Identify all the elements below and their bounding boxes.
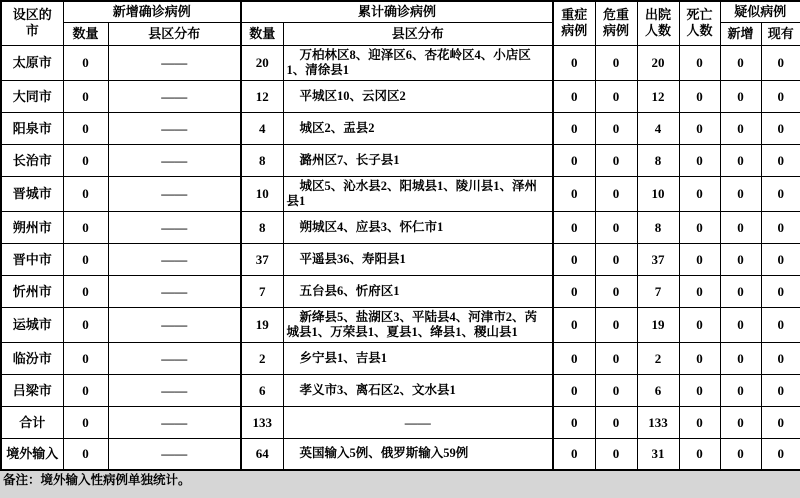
cell-new-district: —— [108,144,241,176]
cell-cum-district: 平城区10、云冈区2 [283,80,553,112]
cell-critical: 0 [595,438,637,470]
cell-critical: 0 [595,80,637,112]
cell-critical: 0 [595,243,637,275]
cell-suspected-new: 0 [720,243,761,275]
cell-city: 阳泉市 [1,112,63,144]
cell-critical: 0 [595,211,637,243]
cell-deaths: 0 [679,307,720,342]
cell-suspected-existing: 0 [761,342,800,374]
table-row [1,80,800,112]
cell-cum-district: 英国输入5例、俄罗斯输入59例 [283,438,553,470]
cell-critical: 0 [595,342,637,374]
cell-cum-district: 乡宁县1、吉县1 [283,342,553,374]
cell-deaths: 0 [679,275,720,307]
cell-suspected-existing: 0 [761,211,800,243]
cell-cum-district: 城区2、盂县2 [283,112,553,144]
cell-city: 境外输入 [1,438,63,470]
cell-city: 太原市 [1,45,63,80]
cell-discharged: 19 [637,307,679,342]
cell-new-count: 0 [63,211,108,243]
cell-cum-count: 20 [241,45,283,80]
cell-city: 大同市 [1,80,63,112]
header-suspected-cases: 疑似病例 [720,1,800,22]
cell-new-count: 0 [63,406,108,438]
cell-discharged: 8 [637,211,679,243]
cell-severe: 0 [553,112,595,144]
cell-discharged: 2 [637,342,679,374]
cell-city: 临汾市 [1,342,63,374]
cell-suspected-existing: 0 [761,438,800,470]
header-discharged [637,1,679,45]
cell-suspected-existing: 0 [761,374,800,406]
cell-discharged: 8 [637,144,679,176]
cell-suspected-existing: 0 [761,45,800,80]
table-row [1,144,800,176]
cell-new-district: —— [108,406,241,438]
cell-severe: 0 [553,275,595,307]
cell-city: 合计 [1,406,63,438]
cell-cum-district: 朔城区4、应县3、怀仁市1 [283,211,553,243]
cell-new-count: 0 [63,243,108,275]
cell-cum-district: 城区5、沁水县2、阳城县1、陵川县1、泽州县1 [283,176,553,211]
cell-suspected-existing: 0 [761,176,800,211]
table-row [1,112,800,144]
cell-severe: 0 [553,144,595,176]
cell-cum-district: 潞州区7、长子县1 [283,144,553,176]
cell-suspected-new: 0 [720,176,761,211]
cell-discharged: 12 [637,80,679,112]
cell-critical: 0 [595,112,637,144]
header-new-district: 县区分布 [108,22,241,45]
table-header [1,1,800,45]
cell-deaths: 0 [679,342,720,374]
cell-new-count: 0 [63,374,108,406]
cell-new-district: —— [108,176,241,211]
header-severe-cases [553,1,595,45]
header-discharged-label: 出院人数 [645,7,672,39]
header-suspected-existing: 现有 [761,22,800,45]
cell-cum-count: 10 [241,176,283,211]
cell-new-count: 0 [63,45,108,80]
cell-cum-count: 8 [241,144,283,176]
header-deaths-label: 死亡人数 [686,7,713,39]
header-new-confirmed: 新增确诊病例 [63,1,241,22]
cell-deaths: 0 [679,80,720,112]
header-critical-cases [595,1,637,45]
cell-deaths: 0 [679,211,720,243]
footer-note: 备注：境外输入性病例单独统计。 [0,471,800,490]
header-severe-label: 重症病例 [561,7,588,39]
cell-suspected-existing: 0 [761,307,800,342]
cell-new-district: —— [108,275,241,307]
cell-deaths: 0 [679,243,720,275]
cell-new-district: —— [108,243,241,275]
cell-suspected-new: 0 [720,80,761,112]
cell-suspected-new: 0 [720,211,761,243]
cell-severe: 0 [553,438,595,470]
cell-cum-count: 133 [241,406,283,438]
cell-discharged: 20 [637,45,679,80]
cell-discharged: 6 [637,374,679,406]
cell-suspected-new: 0 [720,275,761,307]
cell-deaths: 0 [679,438,720,470]
cell-critical: 0 [595,275,637,307]
header-cum-count: 数量 [241,22,283,45]
header-deaths [679,1,720,45]
table-row [1,374,800,406]
cell-cum-district: 平遥县36、寿阳县1 [283,243,553,275]
header-suspected-new: 新增 [720,22,761,45]
header-city-label: 设区的市 [12,7,52,39]
cell-deaths: 0 [679,406,720,438]
cell-suspected-existing: 0 [761,80,800,112]
cell-severe: 0 [553,406,595,438]
cell-critical: 0 [595,307,637,342]
cell-severe: 0 [553,243,595,275]
cell-new-district: —— [108,45,241,80]
cell-cum-district: —— [283,406,553,438]
cell-critical: 0 [595,406,637,438]
cell-suspected-existing: 0 [761,406,800,438]
header-row-1 [1,1,800,22]
cell-discharged: 4 [637,112,679,144]
table-row [1,45,800,80]
cell-cum-count: 4 [241,112,283,144]
cell-suspected-existing: 0 [761,112,800,144]
cell-discharged: 133 [637,406,679,438]
cell-new-district: —— [108,307,241,342]
cell-cum-count: 37 [241,243,283,275]
cell-suspected-new: 0 [720,112,761,144]
table-row [1,438,800,470]
cell-suspected-existing: 0 [761,144,800,176]
cell-suspected-new: 0 [720,406,761,438]
cell-cum-count: 2 [241,342,283,374]
cell-new-district: —— [108,211,241,243]
cell-severe: 0 [553,80,595,112]
cell-new-district: —— [108,374,241,406]
header-city [1,1,63,45]
cell-suspected-existing: 0 [761,275,800,307]
cell-city: 忻州市 [1,275,63,307]
cell-suspected-new: 0 [720,374,761,406]
cell-suspected-new: 0 [720,438,761,470]
cell-new-district: —— [108,342,241,374]
cell-suspected-new: 0 [720,342,761,374]
table-row [1,243,800,275]
cell-discharged: 10 [637,176,679,211]
cell-deaths: 0 [679,45,720,80]
cell-suspected-new: 0 [720,144,761,176]
cell-critical: 0 [595,374,637,406]
cell-cum-count: 7 [241,275,283,307]
cell-critical: 0 [595,45,637,80]
cell-new-count: 0 [63,112,108,144]
cell-cum-district: 万柏林区8、迎泽区6、杏花岭区4、小店区1、清徐县1 [283,45,553,80]
cell-severe: 0 [553,307,595,342]
cell-city: 晋城市 [1,176,63,211]
header-cum-district: 县区分布 [283,22,553,45]
table-row [1,342,800,374]
cell-severe: 0 [553,211,595,243]
header-cumulative-confirmed: 累计确诊病例 [241,1,553,22]
cell-new-district: —— [108,112,241,144]
cell-cum-district: 五台县6、忻府区1 [283,275,553,307]
cell-new-count: 0 [63,342,108,374]
cell-deaths: 0 [679,374,720,406]
cell-severe: 0 [553,342,595,374]
table-row [1,211,800,243]
cell-city: 晋中市 [1,243,63,275]
cell-city: 长治市 [1,144,63,176]
cell-discharged: 7 [637,275,679,307]
cell-cum-count: 64 [241,438,283,470]
table-body [1,45,800,470]
cell-cum-count: 8 [241,211,283,243]
cell-new-count: 0 [63,275,108,307]
cell-deaths: 0 [679,112,720,144]
table-row [1,275,800,307]
cell-city: 运城市 [1,307,63,342]
cell-new-count: 0 [63,144,108,176]
cell-cum-count: 12 [241,80,283,112]
cell-deaths: 0 [679,144,720,176]
cell-cum-district: 孝义市3、离石区2、文水县1 [283,374,553,406]
cell-cum-count: 19 [241,307,283,342]
cell-suspected-new: 0 [720,307,761,342]
header-new-count: 数量 [63,22,108,45]
header-critical-label: 危重病例 [603,7,630,39]
cell-discharged: 31 [637,438,679,470]
cell-severe: 0 [553,374,595,406]
cell-suspected-existing: 0 [761,243,800,275]
cell-severe: 0 [553,45,595,80]
cell-city: 朔州市 [1,211,63,243]
cell-city: 吕梁市 [1,374,63,406]
cell-new-district: —— [108,438,241,470]
cell-critical: 0 [595,176,637,211]
cell-new-count: 0 [63,80,108,112]
table-row [1,406,800,438]
table-row [1,307,800,342]
table-row [1,176,800,211]
cell-critical: 0 [595,144,637,176]
cell-cum-count: 6 [241,374,283,406]
cell-severe: 0 [553,176,595,211]
cell-new-district: —— [108,80,241,112]
cell-new-count: 0 [63,438,108,470]
cell-discharged: 37 [637,243,679,275]
cell-suspected-new: 0 [720,45,761,80]
cell-new-count: 0 [63,307,108,342]
cell-cum-district: 新绛县5、盐湖区3、平陆县4、河津市2、芮城县1、万荣县1、夏县1、绛县1、稷山县1 [283,307,553,342]
cell-deaths: 0 [679,176,720,211]
cell-new-count: 0 [63,176,108,211]
